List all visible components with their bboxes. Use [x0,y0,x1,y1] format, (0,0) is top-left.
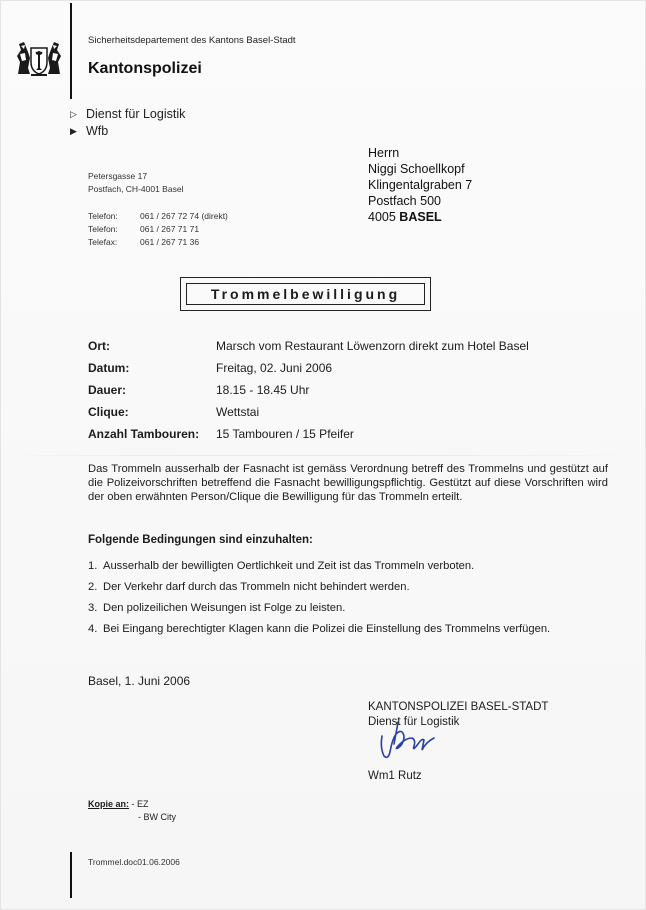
condition-number: 2. [88,581,98,593]
recipient-city: BASEL [399,210,442,224]
condition-text: Ausserhalb der bewilligten Oertlichkeit und Zeit ist das Trommeln verboten. [103,560,475,572]
detail-label: Datum: [88,361,130,375]
recipient-address [368,145,472,225]
signatory-unit: Dienst für Logistik [368,716,460,728]
condition-item [88,581,618,602]
conditions-list [88,560,618,644]
condition-item [88,560,618,581]
signatory-org: KANTONSPOLIZEI BASEL-STADT [368,701,549,713]
footer-rule [70,852,72,898]
recipient-name: Niggi Schoellkopf [368,162,465,176]
detail-label: Dauer: [88,383,127,397]
condition-text: Den polizeilichen Weisungen ist Folge zu leisten. [103,602,346,614]
recipient-pobox: Postfach 500 [368,194,441,208]
contact-block [88,210,228,249]
address-line: Postfach, CH-4001 Basel [88,184,184,194]
place-date: Basel, 1. Juni 2006 [88,674,191,688]
detail-value: 15 Tambouren / 15 Pfeifer [216,427,354,441]
detail-row [88,383,529,405]
detail-value: Wettstai [216,405,260,419]
sender-address [88,170,183,196]
filled-triangle-icon: ▶ [70,126,77,136]
recipient-street: Klingentalgraben 7 [368,178,473,192]
unit-label: Wfb [86,124,109,138]
department-name: Sicherheitsdepartement des Kantons Basel-Stadt [88,35,296,46]
organization-name: Kantonspolizei [88,60,202,77]
hollow-triangle-icon: ▷ [70,109,77,119]
contact-row [88,223,228,236]
condition-number: 3. [88,602,98,614]
document-filename: Trommel.doc01.06.2006 [88,857,180,867]
detail-row [88,405,529,427]
condition-item [88,623,618,644]
document-title: Trommelbewilligung [186,283,425,305]
contact-value: 061 / 267 72 74 (direkt) [140,211,228,221]
unit-label: Dienst für Logistik [86,107,186,121]
address-line: Petersgasse 17 [88,171,148,181]
contact-label: Telefax: [88,237,118,247]
contact-row [88,236,228,249]
handwritten-signature [368,714,448,766]
detail-row [88,427,529,449]
copies-label: Kopie an: [88,799,130,809]
unit-line-1 [70,107,185,121]
contact-value: 061 / 267 71 71 [140,224,200,234]
contact-value: 061 / 267 71 36 [140,237,200,247]
condition-text: Der Verkehr darf durch das Trommeln nicht behindert werden. [103,581,410,593]
copies-block [88,798,176,824]
basel-coat-of-arms-icon [16,38,62,78]
permit-details [88,339,529,449]
detail-label: Anzahl Tambouren: [88,427,200,441]
contact-label: Telefon: [88,211,118,221]
detail-value: 18.15 - 18.45 Uhr [216,383,310,397]
contact-row [88,210,228,223]
unit-line-2 [70,124,108,138]
detail-value: Freitag, 02. Juni 2006 [216,361,333,375]
signatory-name: Wm1 Rutz [368,770,422,782]
recipient-city-line [368,209,472,225]
document-title-frame [180,277,431,311]
detail-row [88,361,529,383]
detail-row [88,339,529,361]
contact-label: Telefon: [88,224,118,234]
permit-paragraph: Das Trommeln ausserhalb der Fasnacht ist gemäss Verordnung betreff des Trommelns und gestützt auf die Polizeivorschriften betreffend die Fasnacht bewilligungspflichtig. Gestützt auf diese Vorschriften wird der oben erwähnten Person/Clique die Bewilligung für das Trommeln erteilt. [88,463,608,503]
recipient-salutation: Herrn [368,146,400,160]
detail-label: Clique: [88,405,129,419]
copies-item: - BW City [138,812,176,822]
recipient-zip: 4005 [368,210,396,224]
detail-value: Marsch vom Restaurant Löwenzorn direkt zum Hotel Basel [216,339,529,353]
condition-number: 1. [88,560,98,572]
condition-text: Bei Eingang berechtigter Klagen kann die Polizei die Einstellung des Trommelns verfügen. [103,623,551,635]
conditions-heading: Folgende Bedingungen sind einzuhalten: [88,534,313,546]
paper-fold [0,455,646,456]
condition-item [88,602,618,623]
detail-label: Ort: [88,339,110,353]
letterhead-rule [70,3,72,99]
condition-number: 4. [88,623,98,635]
copies-item: - EZ [131,799,149,809]
